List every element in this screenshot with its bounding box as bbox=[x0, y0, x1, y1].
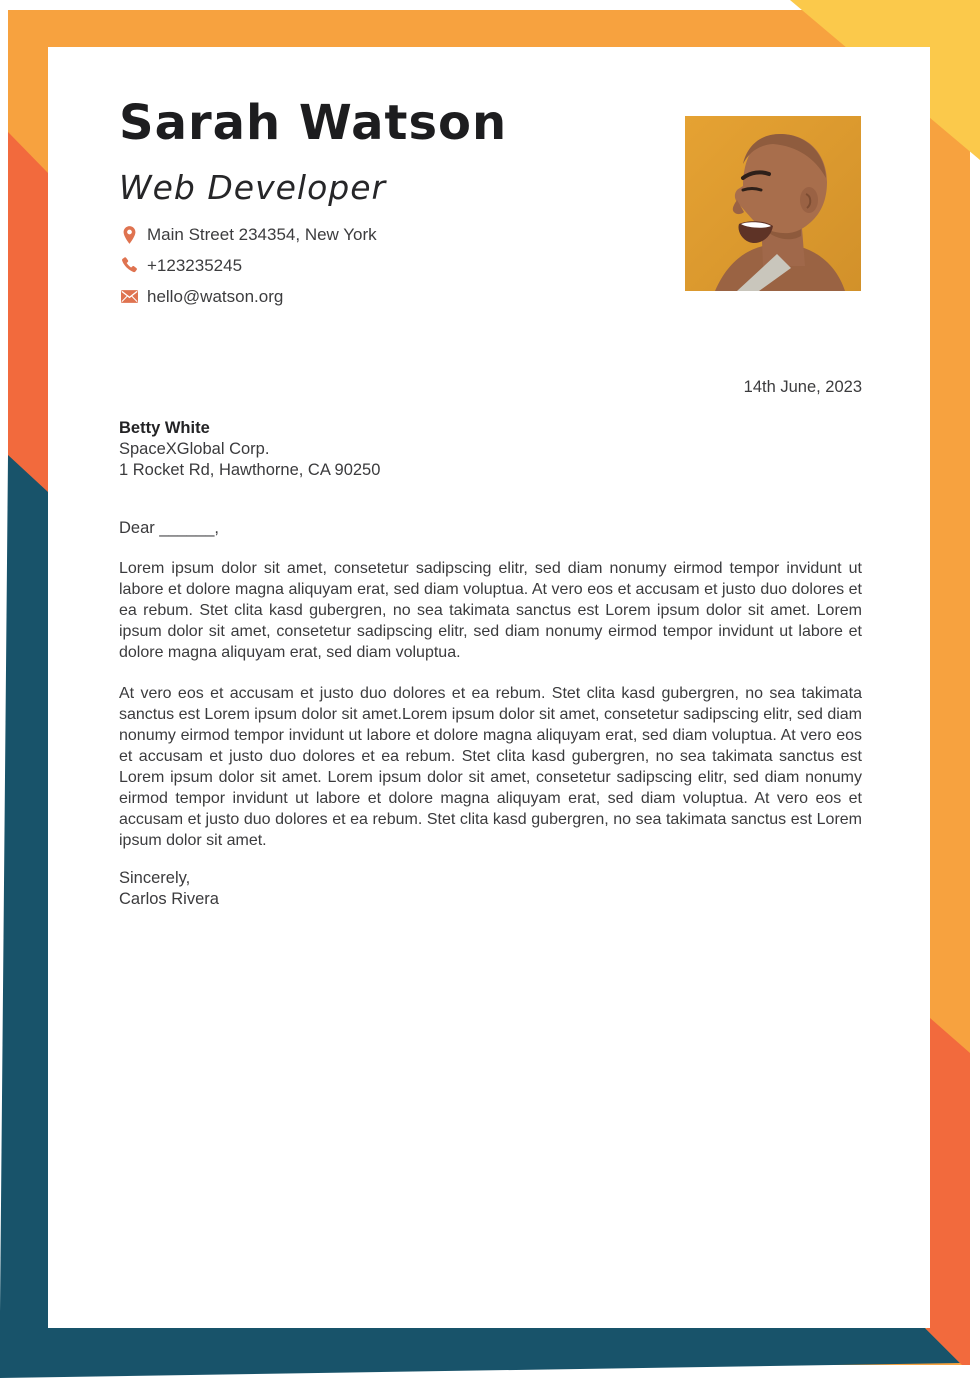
email-text: hello@watson.org bbox=[147, 286, 284, 306]
address-text: Main Street 234354, New York bbox=[147, 224, 377, 244]
paragraph-1: Lorem ipsum dolor sit amet, consetetur sadipscing elitr, sed diam nonumy eirmod tempor invidunt ut labore et dolore magna aliquyam erat, sed diam voluptua. At vero eos et accusam et justo duo dolores et ea rebum. Stet clita kasd gubergren, no sea takimata sanctus est Lorem ipsum dolor sit amet. Lorem ipsum dolor sit amet, consetetur sadipscing elitr, sed diam nonumy eirmod tempor invidunt ut labore et dolore magna aliquyam erat, sed diam voluptua. bbox=[119, 560, 862, 661]
letter-body bbox=[119, 47, 862, 1328]
person-role: Web Developer bbox=[119, 168, 387, 207]
closing-word: Sincerely, bbox=[119, 869, 191, 887]
recipient-name: Betty White bbox=[119, 419, 210, 437]
recipient-address: 1 Rocket Rd, Hawthorne, CA 90250 bbox=[119, 461, 381, 479]
salutation: Dear ______, bbox=[119, 519, 219, 537]
signature-name: Carlos Rivera bbox=[119, 890, 219, 908]
phone-text: +123235245 bbox=[147, 255, 243, 275]
person-name: Sarah Watson bbox=[119, 95, 508, 151]
paragraph-2: At vero eos et accusam et justo duo dolores et ea rebum. Stet clita kasd gubergren, no sea takimata sanctus est Lorem ipsum dolor sit amet.Lorem ipsum dolor sit amet, consetetur sadipscing elitr, sed diam nonumy eirmod tempor invidunt ut labore et dolore magna aliquyam erat, sed diam voluptua. At vero eos et accusam et justo duo dolores et ea rebum. Stet clita kasd gubergren, no sea takimata sanctus est Lorem ipsum dolor sit amet. Lorem ipsum dolor sit amet, consetetur sadipscing elitr, sed diam nonumy eirmod tempor invidunt ut labore et dolore magna aliquyam erat, sed diam voluptua. At vero eos et accusam et justo duo dolores et ea rebum. Stet clita kasd gubergren, no sea takimata sanctus est Lorem ipsum dolor sit amet. bbox=[119, 685, 862, 849]
recipient-company: SpaceXGlobal Corp. bbox=[119, 440, 270, 458]
recipient-block bbox=[119, 418, 380, 481]
closing-block bbox=[119, 868, 219, 910]
letter-page bbox=[48, 47, 930, 1328]
letter-date: 14th June, 2023 bbox=[743, 378, 862, 396]
